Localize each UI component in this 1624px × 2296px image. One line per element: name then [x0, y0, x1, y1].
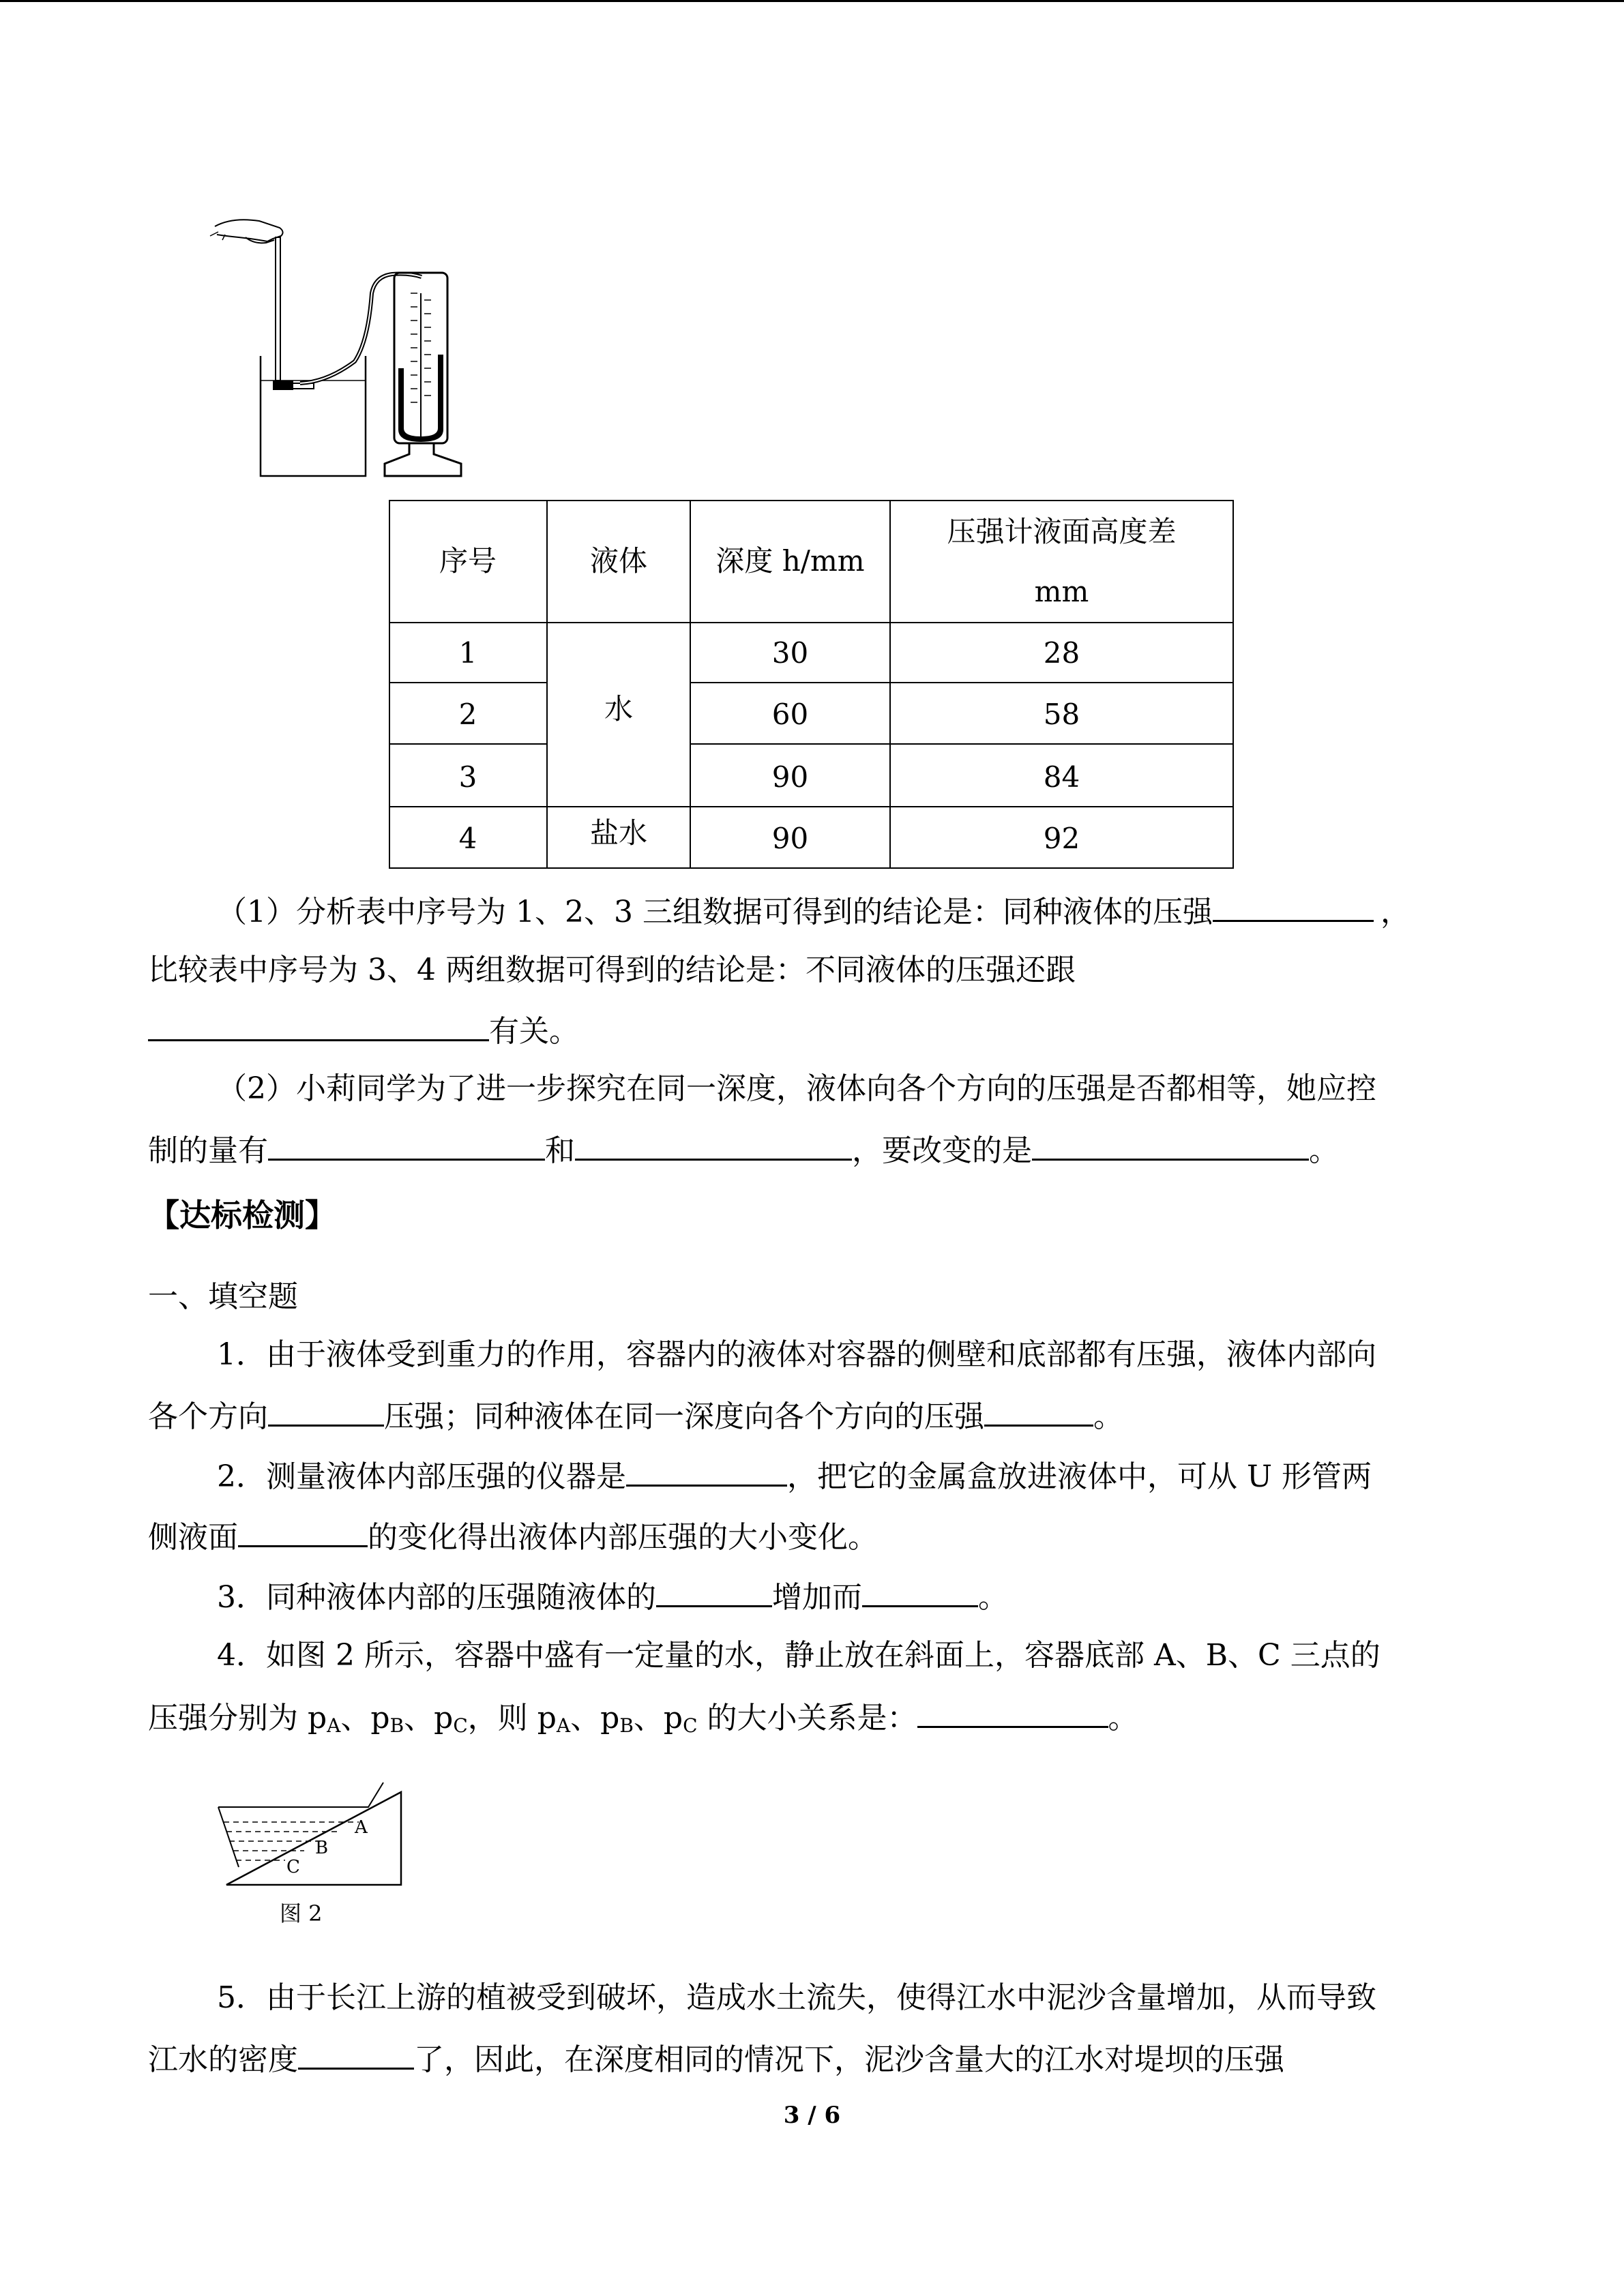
incline-container-figure — [205, 1773, 423, 1909]
fig2-label-b: B — [315, 1838, 329, 1858]
item1-line2: 各个方向 压强；同种液体在同一深度向各个方向的压强 。 — [148, 1395, 1123, 1437]
header-height-diff: 压强计液面高度差 — [947, 515, 1177, 548]
q2-blank-1[interactable] — [268, 1129, 545, 1161]
item4-blank[interactable] — [917, 1696, 1108, 1728]
row2-index: 2 — [458, 698, 477, 731]
section-title: 【达标检测】 — [148, 1197, 336, 1234]
item3-blank-2[interactable] — [862, 1575, 978, 1607]
item3-line: 3．同种液体内部的压强随液体的 增加而 。 — [217, 1575, 1008, 1618]
row1-index: 1 — [458, 636, 477, 670]
header-index: 序号 — [439, 544, 497, 578]
header-unit: mm — [1034, 575, 1089, 608]
row4-depth: 90 — [771, 822, 809, 855]
figure2-caption: 图 2 — [280, 1900, 323, 1926]
item4-line1: 4．如图 2 所示，容器中盛有一定量的水，静止放在斜面上，容器底部 A、B、C 三点的 — [217, 1638, 1381, 1673]
page-number: 3 / 6 — [783, 2102, 841, 2129]
liquid-water: 水 — [604, 692, 633, 726]
item5-line2: 江水的密度 了，因此，在深度相同的情况下，泥沙含量大的江水对堤坝的压强 — [148, 2038, 1284, 2081]
item4-line2: 压强分别为 $p_A$、$p_B$、$p_C$，则 $p_A$、$p_B$、$p_C$ 的大小关系是： 。 — [148, 1696, 1138, 1739]
q1-line2: 比较表中序号为 3、4 两组数据可得到的结论是：不同液体的压强还跟 — [148, 953, 1076, 987]
item2-line2: 侧液面 的变化得出液体内部压强的大小变化。 — [148, 1515, 878, 1558]
item1-blank-1[interactable] — [268, 1395, 384, 1427]
row1-diff: 28 — [1043, 636, 1080, 670]
q1-line1: （1）分析表中序号为 1、2、3 三组数据可得到的结论是：同种液体的压强 ， — [217, 890, 1411, 933]
item3-blank-1[interactable] — [656, 1575, 772, 1607]
pressure-gauge-figure — [205, 211, 477, 484]
item2-blank-1[interactable] — [626, 1455, 787, 1487]
row3-diff: 84 — [1043, 760, 1080, 794]
row4-index: 4 — [458, 822, 477, 855]
top-border-line — [0, 0, 1624, 2]
q2-line1: （2）小莉同学为了进一步探究在同一深度，液体向各个方向的压强是否都相等，她应控 — [217, 1071, 1376, 1106]
q1-blank-2[interactable] — [148, 1009, 489, 1041]
item2-blank-2[interactable] — [238, 1515, 368, 1547]
item1-line1: 1．由于液体受到重力的作用，容器内的液体对容器的侧壁和底部都有压强，液体内部向 — [217, 1337, 1376, 1372]
row3-index: 3 — [458, 760, 477, 794]
subsection-title: 一、填空题 — [148, 1279, 298, 1314]
q1-blank-1[interactable] — [1213, 890, 1374, 922]
q2-blank-3[interactable] — [1032, 1129, 1309, 1161]
row1-depth: 30 — [771, 636, 809, 670]
row2-depth: 60 — [771, 698, 809, 731]
fig2-label-c: C — [286, 1857, 300, 1877]
item5-line1: 5．由于长江上游的植被受到破坏，造成水土流失，使得江水中泥沙含量增加，从而导致 — [217, 1980, 1376, 2015]
item1-blank-2[interactable] — [984, 1395, 1093, 1427]
data-table — [389, 500, 1235, 869]
q2-line2: 制的量有 和 ，要改变的是 。 — [148, 1129, 1339, 1172]
row4-diff: 92 — [1043, 822, 1080, 855]
header-depth: 深度 h/mm — [715, 544, 865, 578]
item5-blank-1[interactable] — [298, 2038, 414, 2070]
liquid-saltwater: 盐水 — [589, 816, 647, 850]
q2-blank-2[interactable] — [575, 1129, 852, 1161]
header-liquid: 液体 — [589, 544, 647, 578]
q1-line3: 有关。 — [148, 1009, 579, 1052]
row2-diff: 58 — [1043, 698, 1080, 731]
item2-line1: 2．测量液体内部压强的仪器是 ，把它的金属盒放进液体中，可从 U 形管两 — [217, 1455, 1372, 1497]
row3-depth: 90 — [771, 760, 809, 794]
fig2-label-a: A — [355, 1817, 368, 1838]
